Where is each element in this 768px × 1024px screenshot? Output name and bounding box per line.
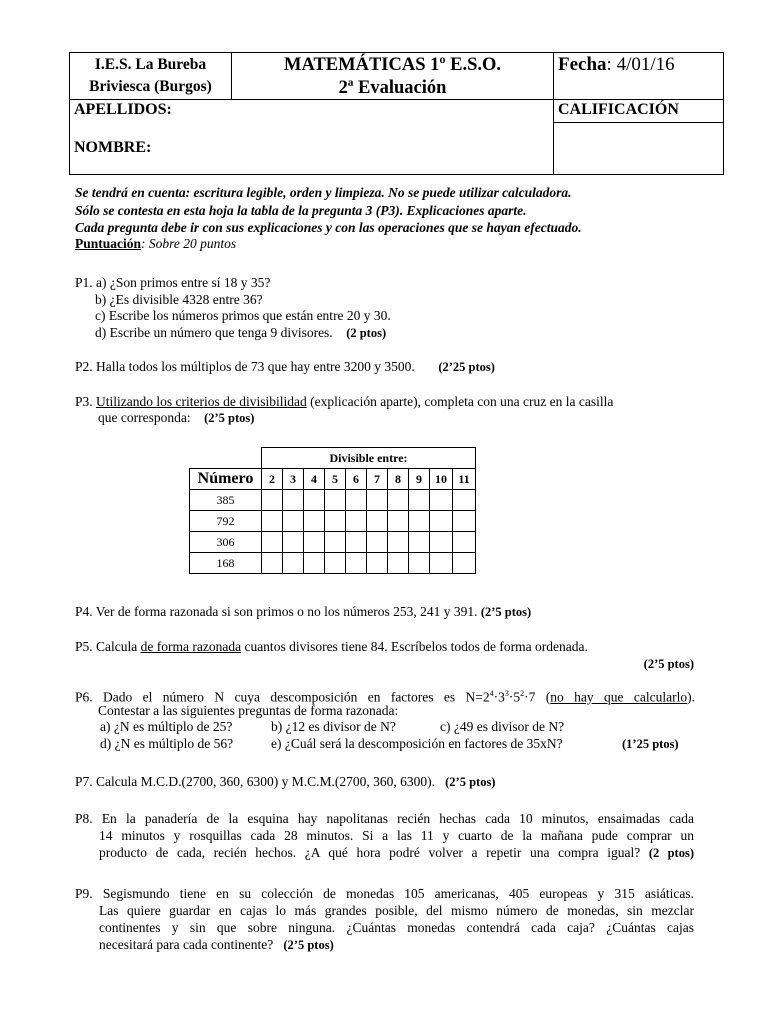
p4-points: (2’5 ptos) <box>480 605 532 619</box>
divisor-header: 4 <box>304 469 325 490</box>
p1-question-d <box>95 325 768 341</box>
answer-cell[interactable] <box>325 490 346 511</box>
answer-cell[interactable] <box>367 490 388 511</box>
answer-cell[interactable] <box>453 532 476 553</box>
table-row <box>190 511 476 532</box>
table-row <box>190 490 476 511</box>
p2-question <box>75 359 768 375</box>
answer-cell[interactable] <box>262 532 283 553</box>
answer-cell[interactable] <box>346 511 367 532</box>
p5-rest: cuantos divisores tiene 84. Escríbelos todos de forma ordenada. <box>241 639 588 654</box>
p6-exp-2: 3 <box>504 689 509 698</box>
numero-header: Número <box>190 469 262 490</box>
p3-question-line2 <box>98 410 768 426</box>
divisor-header: 7 <box>367 469 388 490</box>
scoring-value: : Sobre 20 puntos <box>141 236 237 251</box>
p4-question <box>75 604 768 620</box>
p7-text: P7. Calcula M.C.D.(2700, 360, 6300) y M.C.M.(2700, 360, 6300). <box>75 774 435 789</box>
p6-question-c: c) ¿49 es divisor de N? <box>440 719 565 734</box>
date-field <box>554 53 723 76</box>
school-city: Briviesca (Burgos) <box>89 78 212 95</box>
scoring-line <box>75 236 715 252</box>
p6-question-line2: Contestar a las siguientes preguntas de forma razonada: <box>98 703 399 718</box>
p3-underlined: Utilizando los criterios de divisibilidad <box>96 394 307 409</box>
p4-text: P4. Ver de forma razonada si son primos o no los números 253, 241 y 391. <box>75 604 478 619</box>
answer-cell[interactable] <box>283 490 304 511</box>
divisor-header: 6 <box>346 469 367 490</box>
divisor-header: 11 <box>453 469 476 490</box>
instruction-line-2: Sólo se contesta en esta hoja la tabla de la pregunta 3 (P3). Explicaciones aparte. <box>75 203 527 218</box>
answer-cell[interactable] <box>388 553 409 574</box>
table-title: Divisible entre: <box>262 448 476 469</box>
p7-question <box>75 774 768 790</box>
date-label: Fecha <box>558 54 607 75</box>
table-row <box>190 553 476 574</box>
answer-cell[interactable] <box>453 553 476 574</box>
header-table <box>69 52 724 175</box>
answer-cell[interactable] <box>325 553 346 574</box>
number-cell: 792 <box>190 511 262 532</box>
p5-points: (2’5 ptos) <box>643 657 694 671</box>
number-cell: 168 <box>190 553 262 574</box>
answer-cell[interactable] <box>367 553 388 574</box>
evaluation-title: 2ª Evaluación <box>338 78 447 98</box>
answer-cell[interactable] <box>262 490 283 511</box>
p8-line-1: P8. En la panadería de la esquina hay napolitanas recién hechas cada 10 minutos, ensaimadas cada <box>75 811 694 826</box>
answer-cell[interactable] <box>304 490 325 511</box>
answer-cell[interactable] <box>430 532 453 553</box>
answer-cell[interactable] <box>304 511 325 532</box>
answer-cell[interactable] <box>388 532 409 553</box>
date-cell <box>554 53 724 100</box>
number-cell: 385 <box>190 490 262 511</box>
answer-cell[interactable] <box>453 490 476 511</box>
divisor-header: 2 <box>262 469 283 490</box>
p6-question-b: b) ¿12 es divisor de N? <box>271 719 396 734</box>
table-row <box>190 532 476 553</box>
answer-cell[interactable] <box>367 532 388 553</box>
answer-cell[interactable] <box>283 532 304 553</box>
p7-points: (2’5 ptos) <box>445 775 496 789</box>
p9-line-3: continentes y sin que sobre ninguna. ¿Cuántas monedas contendrá cada caja? ¿Cuántas cajas <box>99 920 694 935</box>
p8-points: (2 ptos) <box>648 846 695 860</box>
p2-points: (2’25 ptos) <box>438 360 495 374</box>
surname-label: APELLIDOS: <box>74 101 172 118</box>
p3-points: (2’5 ptos) <box>204 411 255 425</box>
p6-points: (1’25 ptos) <box>622 737 679 751</box>
answer-cell[interactable] <box>325 511 346 532</box>
p9-line-4-text: necesitará para cada continente? <box>99 937 274 952</box>
p6-question-e: e) ¿Cuál será la descomposición en factores de 35xN? <box>271 736 563 751</box>
p6-exp-3: 2 <box>520 689 525 698</box>
p6-underlined: no hay que calcularlo <box>550 689 688 705</box>
p8-line-2: 14 minutos y rosquillas cada 28 minutos. Si a las 11 y cuarto de la mañana pude comprar un <box>99 828 694 843</box>
name-label: NOMBRE: <box>74 139 152 156</box>
p9-line-1: P9. Segismundo tiene en su colección de monedas 105 americanas, 405 europeas y 315 asiáticas. <box>75 886 694 901</box>
answer-cell[interactable] <box>304 553 325 574</box>
answer-cell[interactable] <box>346 490 367 511</box>
p5-question <box>75 639 768 655</box>
answer-cell[interactable] <box>453 511 476 532</box>
school-name: I.E.S. La Bureba <box>94 56 207 73</box>
answer-cell[interactable] <box>409 532 430 553</box>
p3-prefix: P3. <box>75 394 93 409</box>
p1-points: (2 ptos) <box>346 326 387 340</box>
p8-line-3 <box>99 845 694 861</box>
p6-question-d: d) ¿N es múltiplo de 56? <box>100 736 234 751</box>
p9-points: (2’5 ptos) <box>283 938 334 952</box>
p3-question <box>75 394 768 410</box>
p3-line2: que corresponda: <box>98 410 191 425</box>
answer-cell[interactable] <box>367 511 388 532</box>
answer-cell[interactable] <box>283 511 304 532</box>
p6-line1-pre: P6. Dado el número N cuya descomposición en factores es N=2 <box>75 689 490 705</box>
grade-label: CALIFICACIÓN <box>554 100 723 123</box>
instruction-line-3: Cada pregunta debe ir con sus explicaciones y con las operaciones que se hayan efectuado. <box>75 220 582 235</box>
table-corner <box>190 448 262 469</box>
subject-title: MATEMÁTICAS 1º E.S.O. <box>284 55 501 75</box>
p6-line1-post: ). <box>687 689 695 705</box>
p9-line-2: Las quiere guardar en cajas lo más grandes posible, del mismo número de monedas, sin mezclar <box>99 903 694 918</box>
divisor-header: 5 <box>325 469 346 490</box>
answer-cell[interactable] <box>388 511 409 532</box>
p5-prefix: P5. Calcula <box>75 639 141 654</box>
answer-cell[interactable] <box>409 511 430 532</box>
p2-text: P2. Halla todos los múltiplos de 73 que hay entre 3200 y 3500. <box>75 359 415 374</box>
divisor-header: 9 <box>409 469 430 490</box>
answer-cell[interactable] <box>388 490 409 511</box>
school-cell <box>70 53 232 100</box>
answer-cell[interactable] <box>283 553 304 574</box>
divisibility-table <box>189 447 476 574</box>
answer-cell[interactable] <box>430 553 453 574</box>
answer-cell[interactable] <box>346 532 367 553</box>
answer-cell[interactable] <box>262 511 283 532</box>
divisor-header: 3 <box>283 469 304 490</box>
p6-mult-1: ·3 <box>493 689 505 705</box>
answer-cell[interactable] <box>304 532 325 553</box>
subject-cell <box>232 53 554 100</box>
p5-underlined: de forma razonada <box>140 639 242 654</box>
divisor-header: 10 <box>430 469 453 490</box>
p6-question-a: a) ¿N es múltiplo de 25? <box>100 719 233 734</box>
p1-question-c: c) Escribe los números primos que están entre 20 y 30. <box>95 308 391 323</box>
date-value: : 4/01/16 <box>606 54 675 75</box>
p1-question-b: b) ¿Es divisible 4328 entre 36? <box>95 292 263 307</box>
p1-question-d-text: d) Escribe un número que tenga 9 divisores. <box>95 325 333 340</box>
p9-line-4 <box>99 937 768 953</box>
answer-cell[interactable] <box>346 553 367 574</box>
p3-rest: (explicación aparte), completa con una cruz en la casilla <box>306 394 614 409</box>
answer-cell[interactable] <box>430 511 453 532</box>
grade-cell <box>554 100 724 175</box>
answer-cell[interactable] <box>262 553 283 574</box>
p6-mult-2: ·5 <box>508 689 521 705</box>
p6-mult-3: ·7 ( <box>524 689 551 705</box>
answer-cell[interactable] <box>430 490 453 511</box>
answer-cell[interactable] <box>409 490 430 511</box>
answer-cell[interactable] <box>409 553 430 574</box>
instruction-line-1: Se tendrá en cuenta: escritura legible, orden y limpieza. No se puede utilizar calculadora. <box>75 185 572 200</box>
number-cell: 306 <box>190 532 262 553</box>
answer-cell[interactable] <box>325 532 346 553</box>
scoring-label: Puntuación <box>75 236 142 251</box>
student-name-cell <box>70 100 554 175</box>
p1-question-a: P1. a) ¿Son primos entre sí 18 y 35? <box>75 275 271 290</box>
p8-line-3-text: producto de cada, recién hechos. ¿A qué hora podré volver a repetir una compra igual? <box>99 845 641 860</box>
p6-exp-1: 4 <box>489 689 494 698</box>
divisor-header: 8 <box>388 469 409 490</box>
